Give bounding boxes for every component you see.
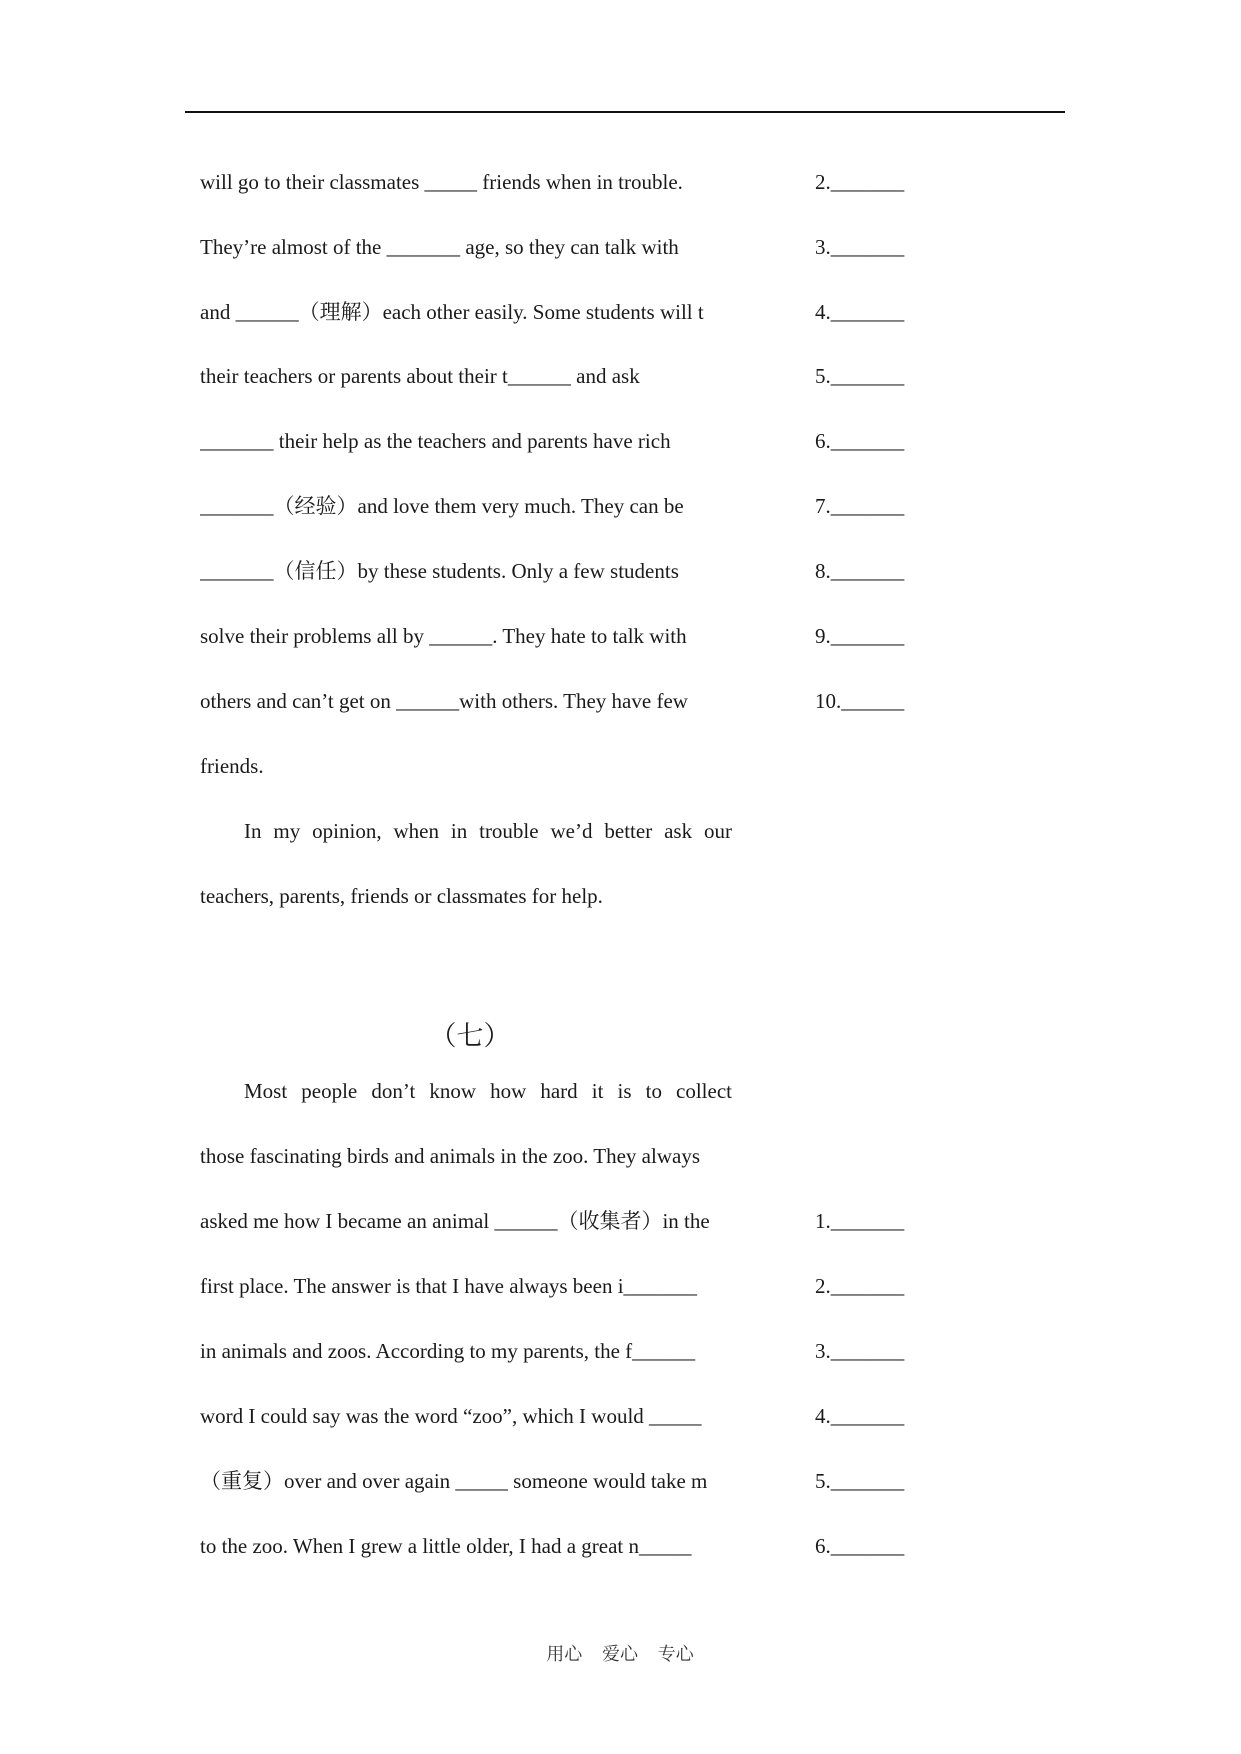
passage-line: _______ their help as the teachers and parents have rich [200,429,671,453]
passage-line: others and can’t get on ______with others. They have few [200,689,688,713]
answer-blank[interactable]: 1._______ [815,1209,905,1233]
passage-line: （重复）over and over again _____ someone would take m [200,1469,708,1493]
passage-line: _______（经验）and love them very much. They can be [200,494,684,518]
passage-line: in animals and zoos. According to my parents, the f______ [200,1339,696,1363]
answer-blank[interactable]: 4._______ [815,1404,905,1428]
passage-line: _______（信任）by these students. Only a few students [200,559,679,583]
answer-blank[interactable]: 2._______ [815,170,905,194]
passage-line: first place. The answer is that I have always been i_______ [200,1274,698,1298]
passage-line: Most people don’t know how hard it is to collect [244,1079,732,1103]
answer-blank[interactable]: 6._______ [815,429,905,453]
answer-blank[interactable]: 8._______ [815,559,905,583]
passage-line: will go to their classmates _____ friends when in trouble. [200,170,683,194]
passage-line: asked me how I became an animal ______（收集者）in the [200,1209,710,1233]
answer-blank[interactable]: 3._______ [815,1339,905,1363]
section-heading: （七） [429,1021,511,1052]
passage-line: They’re almost of the _______ age, so they can talk with [200,235,679,259]
answer-blank[interactable]: 3._______ [815,235,905,259]
answer-blank[interactable]: 5._______ [815,1469,905,1493]
answer-blank[interactable]: 7._______ [815,494,905,518]
passage-line: In my opinion, when in trouble we’d better ask our [244,819,732,843]
passage-line: and ______（理解）each other easily. Some students will t [200,300,704,324]
answer-blank[interactable]: 5._______ [815,364,905,388]
page-footer: 用心 爱心 专心 [546,1644,694,1665]
answer-blank[interactable]: 10.______ [815,689,905,713]
passage-line: word I could say was the word “zoo”, which I would _____ [200,1404,702,1428]
header-rule [185,111,1065,113]
passage-line: solve their problems all by ______. They hate to talk with [200,624,687,648]
answer-blank[interactable]: 9._______ [815,624,905,648]
answer-blank[interactable]: 2._______ [815,1274,905,1298]
passage-line: their teachers or parents about their t______ and ask [200,364,640,388]
passage-line: to the zoo. When I grew a little older, I had a great n_____ [200,1534,692,1558]
passage-line: friends. [200,754,264,778]
answer-blank[interactable]: 4._______ [815,300,905,324]
passage-line: teachers, parents, friends or classmates for help. [200,884,603,908]
passage-line: those fascinating birds and animals in the zoo. They always [200,1144,700,1168]
answer-blank[interactable]: 6._______ [815,1534,905,1558]
